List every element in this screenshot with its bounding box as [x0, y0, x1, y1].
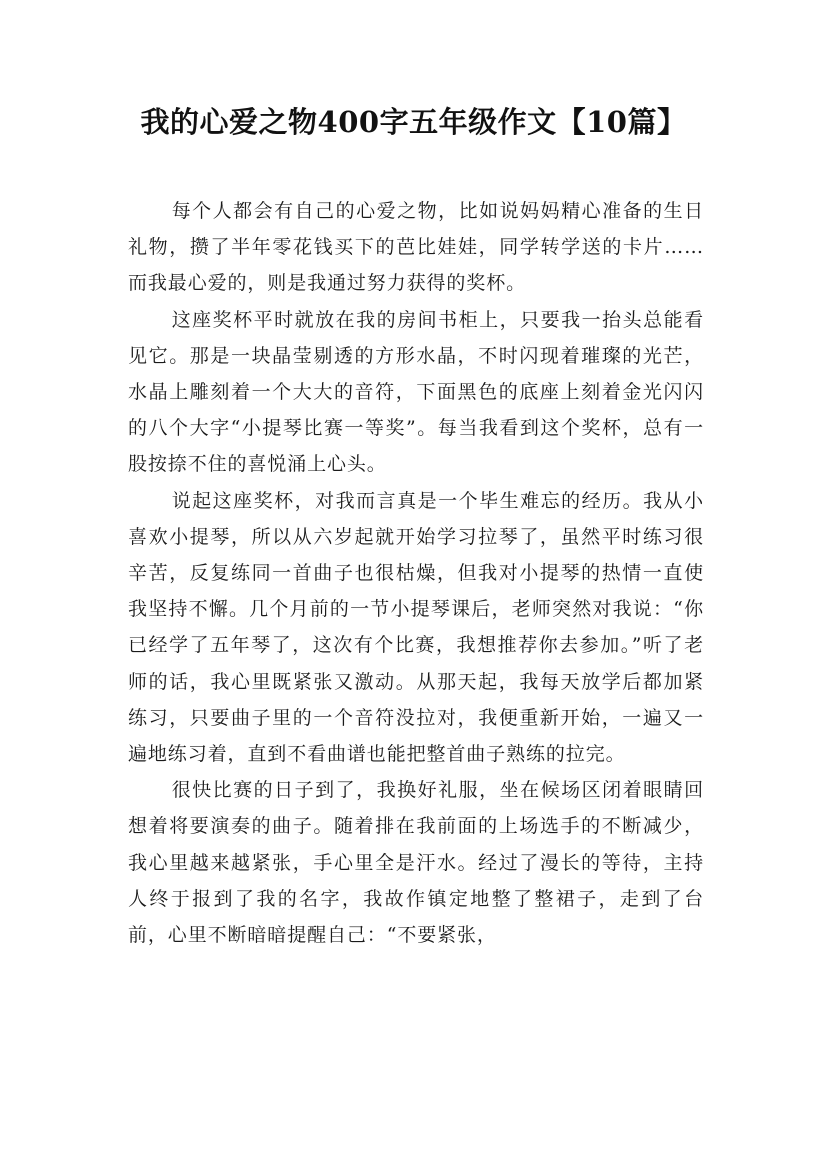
- paragraph-4: 很快比赛的日子到了，我换好礼服，坐在候场区闭着眼睛回想着将要演奏的曲子。随着排在我前面的上场选手的不断减少，我心里越来越紧张，手心里全是汗水。经过了漫长的等待，主持人终于报到了我的名字，我故作镇定地整了整裙子，走到了台前，心里不断暗暗提醒自己：“不要紧张，: [128, 779, 704, 947]
- document-title: 我的心爱之物400字五年级作文【10篇】: [140, 105, 687, 139]
- paragraph-3: 说起这座奖杯，对我而言真是一个毕生难忘的经历。我从小喜欢小提琴，所以从六岁起就开始学习拉琴了，虽然平时练习很辛苦，反复练同一首曲子也很枯燥，但我对小提琴的热情一直使我坚持不懈。几个月前的一节小提琴课后，老师突然对我说：“你已经学了五年琴了，这次有个比赛，我想推荐你去参加。”听了老师的话，我心里既紧张又激动。从那天起，我每天放学后都加紧练习，只要曲子里的一个音符没拉对，我便重新开始，一遍又一遍地练习着，直到不看曲谱也能把整首曲子熟练的拉完。: [128, 489, 704, 766]
- paragraph-1: 每个人都会有自己的心爱之物，比如说妈妈精心准备的生日礼物，攒了半年零花钱买下的芭比娃娃，同学转学送的卡片……而我最心爱的，则是我通过努力获得的奖杯。: [128, 200, 704, 295]
- paragraph-2: 这座奖杯平时就放在我的房间书柜上，只要我一抬头总能看见它。那是一块晶莹剔透的方形水晶，不时闪现着璀璨的光芒，水晶上雕刻着一个大大的音符，下面黑色的底座上刻着金光闪闪的八个大字“小提琴比赛一等奖”。每当我看到这个奖杯，总有一股按捺不住的喜悦涌上心头。: [128, 308, 704, 476]
- essay-body: [128, 193, 704, 953]
